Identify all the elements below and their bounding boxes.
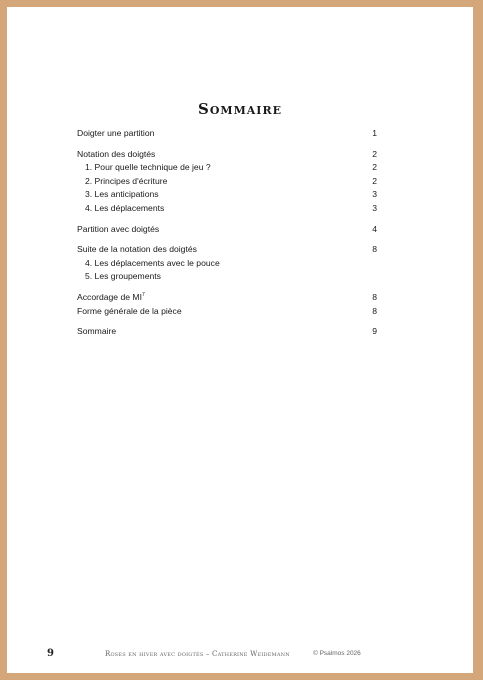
toc-entry-doigter[interactable]: Doigter une partition 1 xyxy=(77,127,377,141)
toc-page-number: 2 xyxy=(372,162,377,173)
toc-page-number: 4 xyxy=(372,223,377,234)
footer-title: Roses en hiver avec doigtés – Catherine Weidemann xyxy=(105,650,290,658)
page-title: Sommaire xyxy=(198,100,282,118)
toc-entry-sommaire[interactable]: Sommaire 9 xyxy=(77,325,377,339)
toc-entry-accordage[interactable]: Accordage de $MI^7$ 8 xyxy=(77,291,377,305)
toc-page-number: 8 xyxy=(372,291,377,302)
toc-page-number: 9 xyxy=(372,326,377,337)
footer-copyright: © Psalmos 2026 xyxy=(313,650,361,657)
toc-entry-partition[interactable]: Partition avec doigtés 4 xyxy=(77,223,377,237)
table-of-contents xyxy=(77,127,377,339)
document-page xyxy=(7,7,473,673)
page-footer xyxy=(7,648,473,660)
flat-superscript: 7 xyxy=(141,292,145,299)
toc-entry-notation-4[interactable]: 4. Les déplacements 3 xyxy=(77,202,377,216)
footer-page-number: 9 xyxy=(47,648,54,659)
toc-page-number: 1 xyxy=(372,128,377,138)
toc-entry-forme[interactable]: Forme générale de la pièce 8 xyxy=(77,305,377,319)
toc-page-number: 2 xyxy=(372,148,377,159)
toc-entry-notation[interactable]: Notation des doigtés 2 xyxy=(77,148,377,162)
toc-entry-suite[interactable]: Suite de la notation des doigtés 8 xyxy=(77,243,377,257)
toc-entry-suite-5[interactable]: 5. Les groupements xyxy=(85,271,161,282)
toc-entry-suite-4[interactable]: 4. Les déplacements avec le pouce xyxy=(85,257,220,268)
toc-page-number: 2 xyxy=(372,175,377,186)
toc-page-number: 3 xyxy=(372,189,377,200)
toc-entry-notation-1[interactable]: 1. Pour quelle technique de jeu ? 2 xyxy=(77,161,377,175)
toc-page-number: 3 xyxy=(372,202,377,213)
toc-page-number: 8 xyxy=(372,244,377,255)
toc-entry-notation-3[interactable]: 3. Les anticipations 3 xyxy=(77,188,377,202)
toc-page-number: 8 xyxy=(372,305,377,316)
toc-entry-notation-2[interactable]: 2. Principes d'écriture 2 xyxy=(77,175,377,189)
